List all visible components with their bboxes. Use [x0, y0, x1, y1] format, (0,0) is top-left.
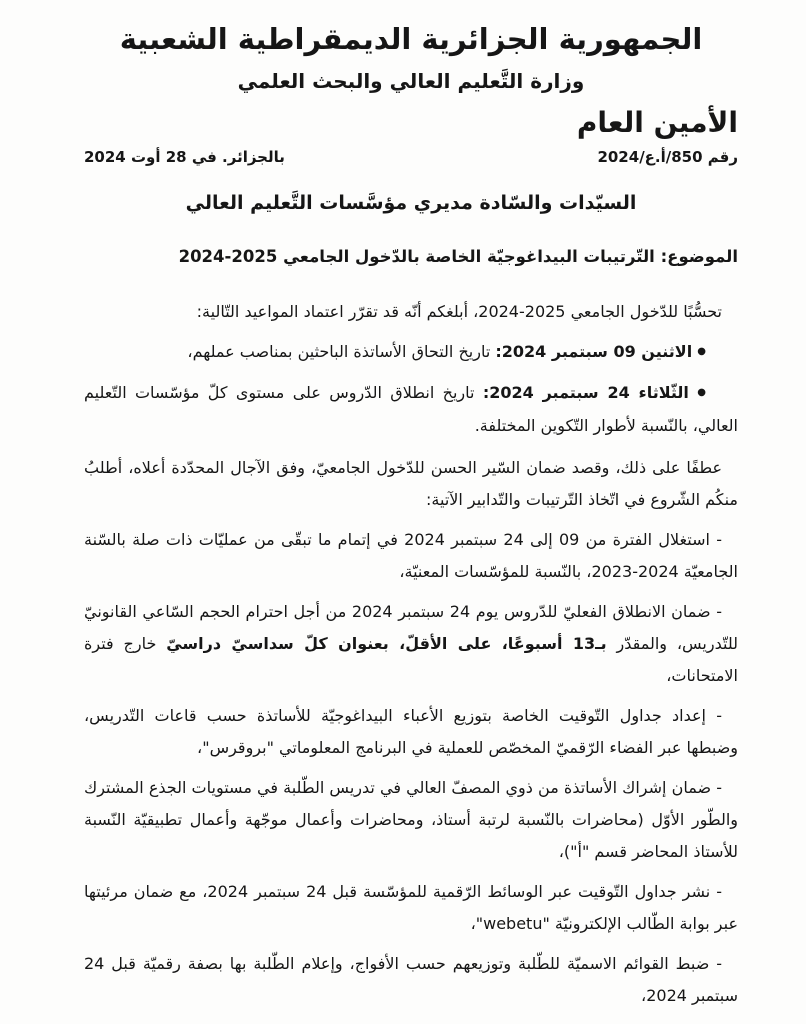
place-date: بالجزائر. في 28 أوت 2024 [84, 148, 285, 166]
bullet-icon: ● [697, 346, 706, 357]
meta-row [84, 148, 738, 166]
directive-paragraph: عطفًا على ذلك، وقصد ضمان السّير الحسن للدّخول الجامعيّ، وفق الآجال المحدّدة أعلاه، أطلبُ منكُم الشّروع في اتّخاذ التّرتيبات والتّدابير الآتية: [84, 458, 738, 509]
bullet-item-2 [84, 377, 738, 442]
bullet-1-text: تاريخ التحاق الأساتذة الباحثين بمناصب عملهم، [187, 342, 491, 361]
measure-item-4 [84, 772, 738, 868]
measure-item-3 [84, 700, 738, 764]
measure-2-text: ضمان الانطلاق الفعليّ للدّروس يوم 24 سبتمبر 2024 من أجل احترام الحجم السّاعي القانونيّ للتّدريس، والمقدّر [84, 602, 739, 653]
measure-2-bold: بـ13 أسبوعًا، على الأقلّ، بعنوان كلّ سداسيّ دراسيّ [166, 634, 607, 653]
subject-text: التّرتيبات البيداغوجيّة الخاصة بالدّخول الجامعي 2025-2024 [178, 247, 655, 266]
subject-line [84, 242, 738, 272]
measure-5-text: نشر جداول التّوقيت عبر الوسائط الرّقمية للمؤسّسة قبل 24 سبتمبر 2024، مع ضمان مرئيتها عبر بوابة الطّالب الإلكترونيّة "webetu"، [84, 882, 738, 933]
bullet-2-text: تاريخ انطلاق الدّروس على مستوى كلّ مؤسّسات التّعليم العالي، بالنّسبة لأطوار التّكوين المختلفة. [84, 383, 738, 435]
measure-item-6 [84, 948, 738, 1012]
measure-4-text: ضمان إشراك الأساتذة من ذوي المصفّ العالي في تدريس الطّلبة في مستويات الجذع المشترك والطّور الأوّل (محاضرات بالنّسبة لرتبة أستاذ، ومحاضرات وأعمال موجّهة وأعمال تطبيقيّة النّسبة للأستاذ المحاضر قسم "أ")، [84, 778, 738, 861]
dash-icon: - [716, 530, 723, 549]
dash-icon: - [716, 778, 722, 797]
bullet-icon: ● [697, 387, 706, 398]
measure-2-tail: خارج فترة الامتحانات، [84, 634, 738, 685]
measure-6-text: ضبط القوائم الاسميّة للطّلبة وتوزيعهم حسب الأفواج، وإعلام الطّلبة بها بصفة رقميّة قبل 24 سبتمبر 2024، [84, 954, 738, 1005]
addressee-line: السيّدات والسّادة مديري مؤسَّسات التَّعليم العالي [185, 192, 637, 214]
dash-icon: - [716, 602, 722, 621]
intro-paragraph: تحسُّبًا للدّخول الجامعي 2025-2024، أبلغكم أنّه قد تقرّر اعتماد المواعيد التّالية: [196, 302, 722, 321]
bullet-2-date: الثّلاثاء 24 سبتمبر 2024: [482, 383, 689, 402]
measure-1-text: استغلال الفترة من 09 إلى 24 سبتمبر 2024 في إتمام ما تبقّى من عمليّات ذات صلة بالسّنة الجامعيّة 2024-2023، بالنّسبة للمؤسّسات المعنيّة، [84, 530, 738, 581]
bullet-1-date: الاثنين 09 سبتمبر 2024: [495, 342, 693, 361]
secretary-general-title: الأمين العام [576, 106, 738, 139]
reference-number: رقم 850/أ.ع/2024 [597, 148, 738, 166]
measure-item-1 [84, 524, 738, 588]
dash-icon: - [716, 954, 722, 973]
subject-label: الموضوع: [660, 247, 738, 266]
bullet-item-1 [84, 336, 738, 369]
dash-icon: - [716, 706, 723, 725]
measure-item-2 [84, 596, 738, 692]
measure-item-5 [84, 876, 738, 940]
ministry-title: وزارة التَّعليم العالي والبحث العلمي [237, 69, 585, 93]
dash-icon: - [716, 882, 722, 901]
measure-3-text: إعداد جداول التّوقيت الخاصة بتوزيع الأعباء البيداغوجيّة للأساتذة حسب قاعات التّدريس، وضبطها عبر الفضاء الرّقميّ المخصّص للعملية في البرنامج المعلوماتي "بروقرس"، [84, 706, 738, 757]
republic-title: الجمهورية الجزائرية الديمقراطية الشعبية [119, 22, 703, 56]
